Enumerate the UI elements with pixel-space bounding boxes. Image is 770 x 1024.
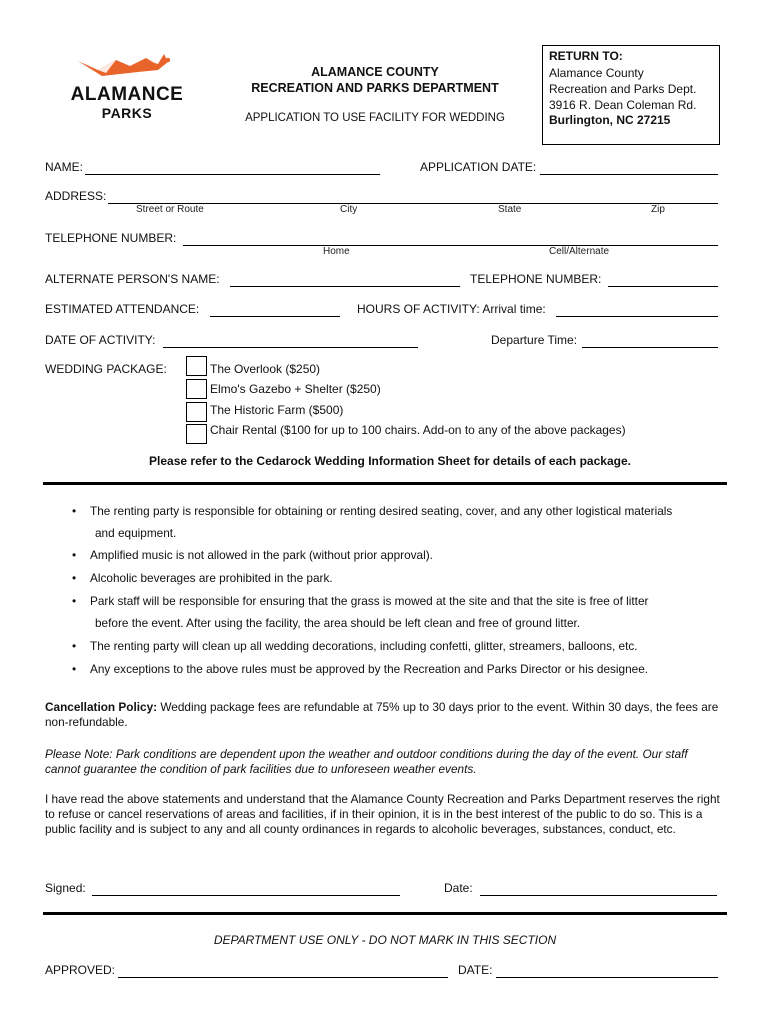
rule-item — [45, 544, 735, 566]
rule-item — [45, 567, 735, 589]
date-label: Date: — [444, 881, 473, 895]
package-historic-farm: The Historic Farm ($500) — [210, 403, 344, 417]
section-divider-bottom — [43, 912, 727, 915]
return-to-line2: Recreation and Parks Dept. — [549, 82, 697, 96]
historic-farm-checkbox[interactable] — [186, 402, 207, 422]
alternate-name-field[interactable] — [230, 273, 460, 287]
telephone-label: TELEPHONE NUMBER: — [45, 231, 177, 245]
application-date-field[interactable] — [540, 161, 718, 175]
section-divider-top — [43, 482, 727, 485]
return-to-title: RETURN TO: — [549, 49, 623, 63]
signed-label: Signed: — [45, 881, 86, 895]
wedding-package-label: WEDDING PACKAGE: — [45, 362, 167, 376]
bullet-icon: • — [72, 548, 77, 562]
zip-caption: Zip — [651, 204, 665, 215]
return-to-box — [542, 45, 720, 145]
address-label: ADDRESS: — [45, 189, 107, 203]
signature-field[interactable] — [92, 882, 400, 896]
rule-text: The renting party is responsible for obtaining or renting desired seating, cover, and any other logistical materials — [90, 504, 673, 518]
cell-caption: Cell/Alternate — [549, 246, 610, 257]
home-caption: Home — [323, 246, 350, 257]
bullet-icon: • — [72, 639, 77, 653]
arrival-time-field[interactable] — [556, 303, 718, 317]
rule-text: Amplified music is not allowed in the park (without prior approval). — [90, 548, 433, 562]
package-chair-rental: Chair Rental ($100 for up to 100 chairs. Add-on to any of the above packages) — [210, 423, 626, 437]
address-field[interactable] — [108, 190, 718, 204]
return-to-line1: Alamance County — [549, 66, 644, 80]
rules-list — [45, 500, 735, 680]
departure-time-field[interactable] — [582, 334, 718, 348]
bullet-icon: • — [72, 571, 77, 585]
acknowledgement-statement: I have read the above statements and understand that the Alamance County Recreation and Parks Department reserves the right to refuse or cancel reservations of areas and facilities, if in their opinion, it is in the best interest of the public to do so. This is a public facility and is subject to any and all county ordinances in regards to alcoholic beverages, substances, conduct, etc. — [45, 792, 720, 836]
return-to-line3: 3916 R. Dean Coleman Rd. — [549, 98, 697, 112]
bullet-icon: • — [72, 504, 77, 518]
county-title: ALAMANCE COUNTY — [311, 65, 439, 79]
cancellation-policy — [45, 700, 725, 730]
rule-text: Any exceptions to the above rules must be approved by the Recreation and Parks Director or his designee. — [90, 662, 649, 676]
city-caption: City — [340, 204, 358, 215]
alternate-telephone-label: TELEPHONE NUMBER: — [470, 272, 602, 286]
rule-text: The renting party will clean up all wedding decorations, including confetti, glitter, streamers, balloons, etc. — [90, 639, 638, 653]
approved-field[interactable] — [118, 964, 448, 978]
department-title: RECREATION AND PARKS DEPARTMENT — [251, 81, 499, 95]
bullet-icon: • — [72, 662, 77, 676]
approved-label: APPROVED: — [45, 963, 116, 977]
rule-text-continued: before the event. After using the facility, the area should be left clean and free of ground litter. — [95, 616, 581, 630]
alternate-telephone-field[interactable] — [608, 273, 718, 287]
logo-alamance-text: ALAMANCE — [70, 84, 184, 105]
rule-text: Alcoholic beverages are prohibited in the park. — [90, 571, 333, 585]
return-to-line4: Burlington, NC 27215 — [549, 113, 671, 127]
application-date-label: APPLICATION DATE: — [420, 160, 537, 174]
state-caption: State — [498, 204, 522, 215]
telephone-field[interactable] — [183, 232, 718, 246]
please-note: Please Note: Park conditions are dependent upon the weather and outdoor conditions during the day of the event. Our staff cannot guarantee the condition of park facilities due to unforeseen weather events. — [45, 747, 688, 776]
name-label: NAME: — [45, 160, 84, 174]
cancellation-text: Wedding package fees are refundable at 75% up to 30 days prior to the event. Within 30 days, the fees are non-refundable. — [45, 700, 719, 729]
rule-text-continued: and equipment. — [95, 526, 177, 540]
alternate-name-label: ALTERNATE PERSON'S NAME: — [45, 272, 220, 286]
dept-date-field[interactable] — [496, 964, 718, 978]
chair-rental-checkbox[interactable] — [186, 424, 207, 444]
department-use-heading: DEPARTMENT USE ONLY - DO NOT MARK IN THIS SECTION — [213, 933, 557, 947]
refer-note: Please refer to the Cedarock Wedding Information Sheet for details of each package. — [149, 454, 631, 468]
rule-item — [45, 590, 735, 634]
alamance-parks-logo — [58, 48, 196, 122]
street-caption: Street or Route — [136, 204, 204, 215]
logo-parks-text: PARKS — [101, 105, 153, 121]
date-of-activity-field[interactable] — [163, 334, 418, 348]
rule-item — [45, 658, 735, 680]
departure-time-label: Departure Time: — [491, 333, 578, 347]
rule-item — [45, 635, 735, 657]
overlook-checkbox[interactable] — [186, 356, 207, 376]
bullet-icon: • — [72, 594, 77, 608]
date-of-activity-label: DATE OF ACTIVITY: — [45, 333, 156, 347]
dept-date-label: DATE: — [458, 963, 493, 977]
rule-text: Park staff will be responsible for ensuring that the grass is mowed at the site and that the site is free of litter — [90, 594, 649, 608]
name-field[interactable] — [85, 161, 380, 175]
package-gazebo: Elmo's Gazebo + Shelter ($250) — [210, 382, 381, 396]
attendance-label: ESTIMATED ATTENDANCE: — [45, 302, 200, 316]
package-overlook: The Overlook ($250) — [210, 362, 321, 376]
arrival-time-label: HOURS OF ACTIVITY: Arrival time: — [357, 302, 546, 316]
gazebo-checkbox[interactable] — [186, 379, 207, 399]
rule-item — [45, 500, 735, 544]
application-title: APPLICATION TO USE FACILITY FOR WEDDING — [245, 112, 505, 124]
signature-date-field[interactable] — [480, 882, 717, 896]
attendance-field[interactable] — [210, 303, 340, 317]
cancellation-label: Cancellation Policy: — [45, 700, 158, 714]
